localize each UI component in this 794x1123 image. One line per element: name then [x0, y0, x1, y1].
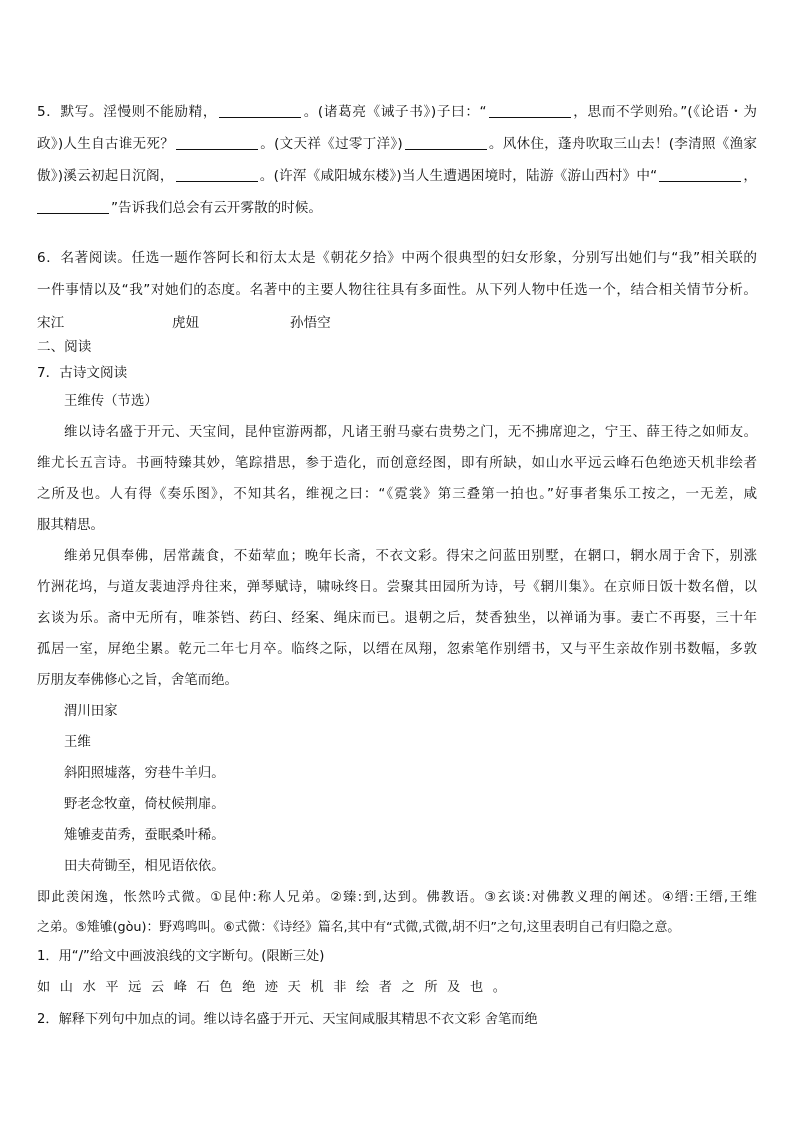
subquestion-2: 2．解释下列句中加点的词。维以诗名盛于开元、天宝间咸服其精思不衣文彩 舍笔而绝 — [37, 1012, 538, 1027]
poem-line: 田夫荷锄至，相见语依依。 — [64, 859, 225, 874]
passage-line: 维弟兄俱奉佛，居常蔬食，不茹荤血；晚年长斋，不衣文彩。得宋之问蓝田别墅，在辋口，辋水周于舍下，别涨 — [64, 549, 757, 564]
question-5 — [37, 96, 757, 224]
poem-line: 斜阳照墟落，穷巷牛羊归。 — [64, 766, 225, 781]
passage-line: 竹洲花坞，与道友裴迪浮舟往来，弹琴赋诗，啸咏终日。尝聚其田园所为诗，号《辋川集》。在京师日饭十数名僧，以 — [37, 580, 757, 595]
answer-blank[interactable] — [176, 167, 258, 182]
option-name: 宋江 — [37, 315, 65, 331]
answer-blank[interactable] — [219, 103, 301, 118]
subquestion-1: 1．用“/”给文中画波浪线的文字断句。(限断三处) — [37, 949, 325, 964]
poem-author: 王维 — [64, 735, 91, 750]
poem-line: 雉雊麦苗秀，蚕眠桑叶稀。 — [64, 828, 225, 843]
passage-line: 厉朋友奉佛修心之旨，舍笔而绝。 — [37, 673, 238, 688]
passage-line: 维尤长五言诗。书画特臻其妙，笔踪措思，参于造化，而创意经图，即有所缺，如山水平远云峰石色绝迹天机非绘者 — [37, 456, 757, 471]
q6-character-options — [37, 310, 757, 336]
subquestion-1-text: 如山水平远云峰石色绝迹天机非绘者之所及也。 — [37, 980, 516, 995]
poem-line: 野老念牧童，倚杖候荆扉。 — [64, 797, 225, 812]
q6-line-1: 6．名著阅读。任选一题作答阿长和衍太太是《朝花夕拾》中两个很典型的妇女形象，分别写出她们与“我”相关联的 — [37, 250, 757, 266]
passage-line: 维以诗名盛于开元、天宝间，昆仲宦游两都，凡诸王驸马豪右贵势之门，无不拂席迎之，宁王、薛王待之如师友。 — [64, 425, 757, 440]
answer-blank[interactable] — [489, 103, 571, 118]
passage-line: 玄谈为乐。斋中无所有，唯茶铛、药臼、经案、绳床而已。退朝之后，焚香独坐，以禅诵为事。妻亡不再娶，三十年 — [37, 611, 757, 626]
answer-blank[interactable] — [37, 199, 109, 214]
option-name: 孙悟空 — [290, 315, 331, 331]
answer-blank[interactable] — [405, 135, 487, 150]
poem-title: 渭川田家 — [64, 704, 118, 719]
notes-and-subquestions — [37, 883, 757, 1035]
passage-line: 服其精思。 — [37, 518, 104, 533]
question-6 — [37, 242, 757, 306]
q5-line-3: 傲》)溪云初起日沉阁， 。(许浑《咸阳城东楼》)当人生遭遇困境时，陆游《游山西村》中“ ， — [37, 168, 757, 184]
q5-line-2: 政》)人生自古谁无死？ 。(文天祥《过零丁洋》) 。风休住，蓬舟吹取三山去！(李清照《渔家 — [37, 136, 757, 152]
q5-line-4: ”告诉我们总会有云开雾散的时候。 — [37, 192, 757, 224]
classical-passage — [37, 386, 757, 882]
option-name: 虎妞 — [172, 315, 200, 331]
answer-blank[interactable] — [176, 135, 258, 150]
q6-line-2: 一件事情以及“我”对她们的态度。名著中的主要人物往往具有多面性。从下列人物中任选一个，结合相关情节分析。 — [37, 282, 757, 298]
poem-last-line-and-notes: 即此羡闲逸，怅然吟式微。①昆仲:称人兄弟。②臻:到,达到。佛教语。③玄谈:对佛教义理的阐述。④缙:王缙,王维 — [37, 890, 757, 905]
passage-line: 孤居一室，屏绝尘累。乾元二年七月卒。临终之际，以缙在凤翔，忽索笔作别缙书，又与平生亲故作别书数幅，多敦 — [37, 642, 757, 657]
notes-line: 之弟。⑤雉雊(gòu)：野鸡鸣叫。⑥式微：《诗经》篇名,其中有“式微,式微,胡不归”之句,这里表明自己有归隐之意。 — [37, 920, 681, 935]
passage-line: 之所及也。人有得《奏乐图》，不知其名，维视之曰：“《霓裳》第三叠第一拍也。”好事者集乐工按之，一无差，咸 — [37, 487, 757, 502]
answer-blank[interactable] — [659, 167, 741, 182]
passage-title: 王维传（节选） — [64, 394, 158, 409]
section-heading: 二、阅读 — [37, 339, 92, 355]
question-7-title: 7．古诗文阅读 — [37, 365, 128, 381]
q5-line-1: 5．默写。淫慢则不能励精， 。(诸葛亮《诫子书》)子曰：“ ，思而不学则殆。”(《论语・为 — [37, 104, 757, 120]
